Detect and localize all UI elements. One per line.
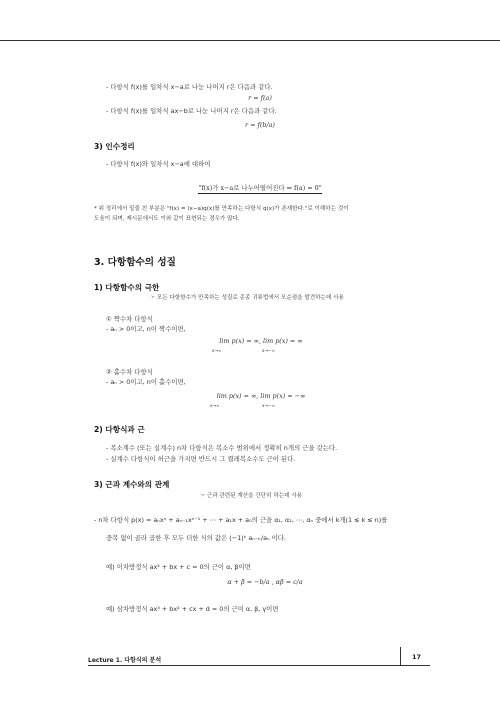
- even-degree-label: ① 짝수차 다항식: [106, 315, 153, 323]
- footer-rule: [88, 665, 430, 666]
- even-sub-2: x→−∞: [262, 348, 275, 353]
- section-roots: 2) 다항식과 근: [94, 425, 145, 434]
- odd-degree-cond: - aₙ > 0이고, n이 홀수이면,: [106, 378, 186, 386]
- vieta-line-1: - n차 다항식 p(x) = aₙxⁿ + aₙ₋₁xⁿ⁻¹ + ⋯ + a₁x + a₀의 근을 α₁, α₂, ⋯, αₙ 중에서 k개(1 ≤ k ≤ n)를: [94, 516, 388, 524]
- even-degree-cond: - aₙ > 0이고, n이 짝수이면,: [106, 325, 186, 333]
- odd-sub-2: x→−∞: [262, 403, 275, 408]
- odd-degree-eq: lim p(x) = ∞, lim p(x) = −∞: [216, 392, 306, 400]
- vieta-note: ☞ 근과 관련된 계산을 간단히 하는데 사용: [200, 493, 303, 499]
- even-sub-1: x→∞: [212, 348, 222, 353]
- even-degree-eq: lim p(x) = ∞, lim p(x) = ∞: [219, 337, 303, 345]
- example-quadratic-eq: α + β = −b/a , αβ = c/a: [227, 578, 303, 586]
- section-factor-theorem: 3) 인수정리: [94, 142, 135, 151]
- roots-line-1: - 복소계수 (또는 실계수) n차 다항식은 복소수 범위에서 정확히 n개의 근을 갖는다.: [106, 444, 338, 452]
- page-number: 17: [412, 653, 422, 661]
- example-quadratic: 예) 이차방정식 ax² + bx + c = 0의 근이 α, β이면: [106, 563, 251, 571]
- footer-title: Lecture 1. 다항식의 분석: [88, 657, 162, 664]
- note-line-1: * 위 정리에서 밑줄 친 부분은 "f(x) = (x−a)q(x)를 만족하는 다항식 q(x)가 존재한다."로 이해하는 것이: [94, 206, 349, 212]
- factor-line: - 다항식 f(x)와 일차식 x−a에 대하여: [106, 160, 211, 168]
- remainder-eq-2: r = f(b/a): [245, 121, 275, 129]
- remainder-eq-1: r = f(a): [248, 94, 272, 102]
- example-cubic: 예) 삼차방정식 ax³ + bx² + cx + d = 0의 근이 α, β, γ이면: [106, 605, 279, 613]
- remainder-line-2: - 다항식 f(x)를 일차식 ax−b로 나눈 나머지 r은 다음과 같다.: [106, 107, 277, 115]
- top-rule: [0, 40, 500, 41]
- roots-line-2: - 실계수 다항식이 허근을 가지면 반드시 그 켤레복소수도 근이 된다.: [106, 455, 296, 463]
- section-vieta: 3) 근과 계수와의 관계: [94, 480, 170, 489]
- section-limit: 1) 다항함수의 극한: [94, 283, 160, 292]
- limit-note: ☞ 모든 다항함수가 만족하는 성질로 종종 귀류법에서 모순점을 발견하는데 사용: [150, 295, 344, 301]
- vieta-line-2: 중복 없이 골라 곱한 후 모두 더한 식의 값은 (−1)ᵏ aₙ₋ₖ/aₙ 이다.: [106, 534, 286, 542]
- factor-statement: "f(x)가 x−a로 나누어떨어진다 ⇔ f(a) = 0": [198, 184, 322, 192]
- chapter-heading: 3. 다항함수의 성질: [94, 257, 176, 268]
- note-line-2: 도움이 되며, 제시문에서도 이와 같이 표현되는 경우가 많다.: [94, 216, 240, 222]
- remainder-line-1: - 다항식 f(x)를 일차식 x−a로 나눈 나머지 r은 다음과 같다.: [106, 83, 273, 91]
- odd-degree-label: ② 홀수차 다항식: [106, 368, 153, 376]
- odd-sub-1: x→∞: [210, 403, 220, 408]
